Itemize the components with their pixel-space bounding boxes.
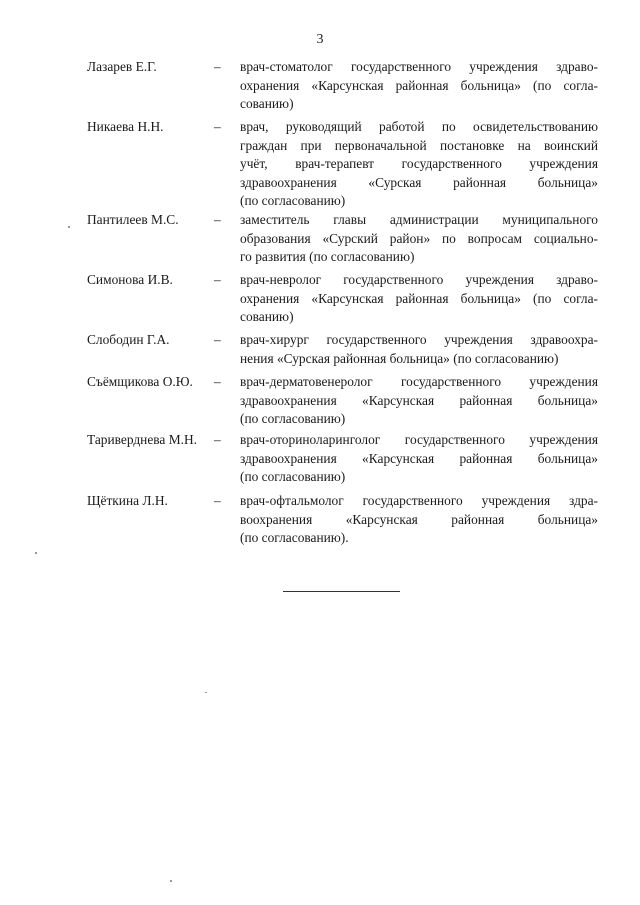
description-line: врач-дерматовенеролог государственного учреждения	[240, 374, 598, 389]
scan-speck	[68, 226, 70, 228]
description-line: учёт, врач-терапевт государственного учреждения	[240, 156, 598, 171]
description-line: врач-офтальмолог государственного учреждения здра-	[240, 493, 598, 508]
description-line: (по согласованию)	[240, 411, 346, 426]
description-line: охранения «Карсунская районная больница» (по согла-	[240, 290, 598, 306]
dash-separator: –	[214, 59, 221, 74]
page-number: 3	[316, 32, 324, 47]
dash-separator: –	[214, 374, 221, 389]
scan-speck	[35, 552, 37, 554]
description-line: сованию)	[240, 309, 294, 324]
member-name: Слободин Г.А.	[87, 332, 170, 347]
member-name: Тариверднева М.Н.	[87, 432, 197, 447]
dash-separator: –	[214, 493, 221, 508]
scan-speck	[205, 692, 207, 693]
description-line: (по согласованию)	[240, 193, 346, 208]
member-description	[240, 492, 598, 548]
description-line: (по согласованию).	[240, 530, 349, 545]
member-description	[240, 118, 598, 211]
scan-speck	[170, 880, 172, 882]
closing-divider-line	[283, 591, 400, 592]
member-name: Съёмщикова О.Ю.	[87, 374, 193, 389]
description-line: врач, руководящий работой по освидетельствованию	[240, 119, 598, 134]
description-line: заместитель главы администрации муниципального	[240, 212, 598, 227]
description-line: го развития (по согласованию)	[240, 249, 415, 264]
member-name: Симонова И.В.	[87, 272, 173, 287]
dash-separator: –	[214, 212, 221, 227]
description-line: граждан при первоначальной постановке на воинский	[240, 137, 598, 153]
dash-separator: –	[214, 119, 221, 134]
dash-separator: –	[214, 272, 221, 287]
member-description	[240, 58, 598, 114]
description-line: врач-стоматолог государственного учреждения здраво-	[240, 59, 598, 74]
member-description	[240, 211, 598, 267]
description-line: сованию)	[240, 96, 294, 111]
description-line: здравоохранения «Карсунская районная больница»	[240, 392, 598, 408]
description-line: врач-невролог государственного учреждения здраво-	[240, 272, 598, 287]
description-line: (по согласованию)	[240, 469, 346, 484]
description-line: врач-хирург государственного учреждения здравоохра-	[240, 332, 598, 347]
description-line: охранения «Карсунская районная больница» (по согла-	[240, 77, 598, 93]
member-name: Щёткина Л.Н.	[87, 493, 168, 508]
description-line: здравоохранения «Карсунская районная больница»	[240, 450, 598, 466]
member-description	[240, 431, 598, 487]
member-name: Пантилеев М.С.	[87, 212, 179, 227]
member-description	[240, 331, 598, 368]
dash-separator: –	[214, 332, 221, 347]
dash-separator: –	[214, 432, 221, 447]
description-line: здравоохранения «Сурская районная больница»	[240, 174, 598, 190]
description-line: воохранения «Карсунская районная больница»	[240, 511, 598, 527]
description-line: нения «Сурская районная больница» (по согласованию)	[240, 350, 559, 366]
member-name: Лазарев Е.Г.	[87, 59, 157, 74]
member-description	[240, 271, 598, 327]
member-description	[240, 373, 598, 429]
description-line: врач-оториноларинголог государственного учреждения	[240, 432, 598, 447]
member-name: Никаева Н.Н.	[87, 119, 164, 134]
description-line: образования «Сурский район» по вопросам социально-	[240, 230, 598, 246]
